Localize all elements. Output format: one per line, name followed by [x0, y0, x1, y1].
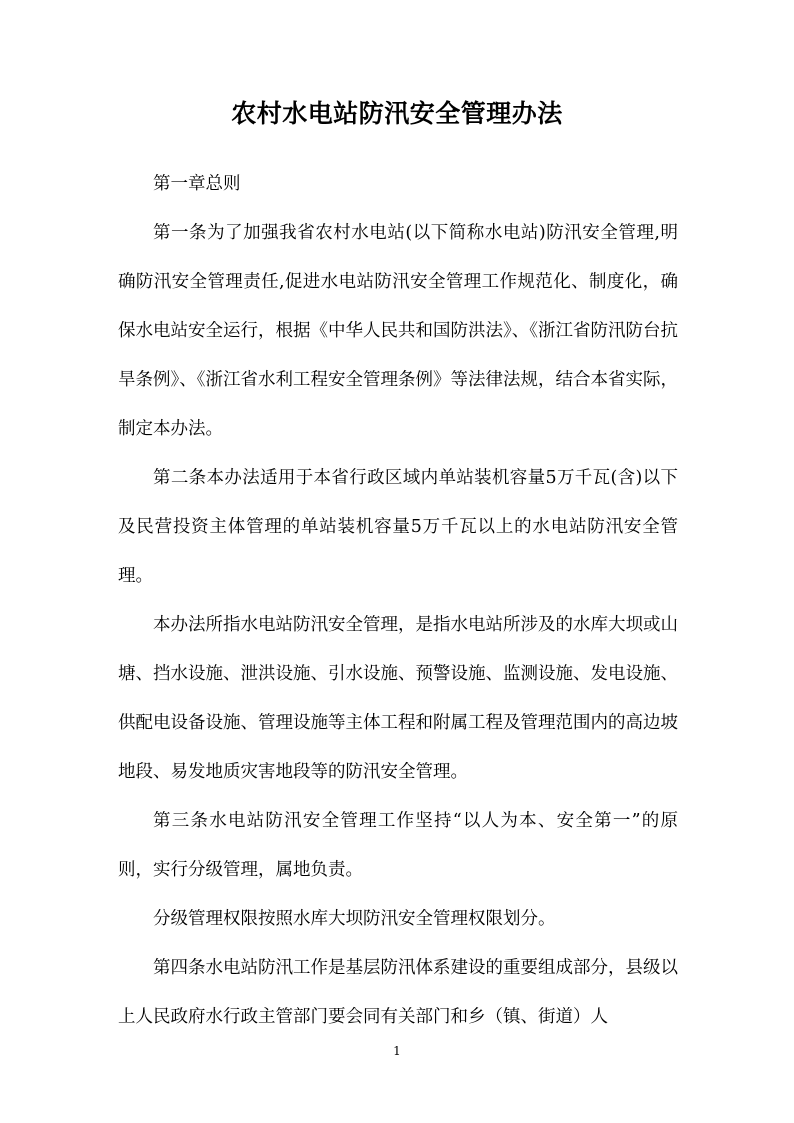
paragraph-article-4: 第四条水电站防汛工作是基层防汛体系建设的重要组成部分，县级以上人民政府水行政主管部门要会同有关部门和乡（镇、街道）人 — [118, 958, 678, 1027]
paragraph-article-3: 第三条水电站防汛安全管理工作坚持“以人为本、安全第一”的原则，实行分级管理，属地负责。 — [118, 811, 678, 880]
paragraph-grading-authority: 分级管理权限按照水库大坝防汛安全管理权限划分。 — [153, 909, 556, 929]
document-body — [118, 160, 678, 1042]
paragraph-article-2: 第二条本办法适用于本省行政区域内单站装机容量5万千瓦(含)以下及民营投资主体管理的单站装机容量5万千瓦以上的水电站防汛安全管理。 — [118, 468, 678, 586]
paragraph-scope-definition: 本办法所指水电站防汛安全管理，是指水电站所涉及的水库大坝或山塘、挡水设施、泄洪设施、引水设施、预警设施、监测设施、发电设施、供配电设备设施、管理设施等主体工程和附属工程及管理范围内的高边坡地段、易发地质灾害地段等的防汛安全管理。 — [118, 615, 678, 782]
paragraph-chapter-heading: 第一章总则 — [153, 174, 241, 194]
document-title: 农村水电站防汛安全管理办法 — [231, 99, 563, 128]
paragraph-article-1: 第一条为了加强我省农村水电站(以下简称水电站)防汛安全管理,明确防汛安全管理责任,促进水电站防汛安全管理工作规范化、制度化，确保水电站安全运行，根据《中华人民共和国防洪法》、《浙江省防汛防台抗旱条例》、《浙江省水利工程安全管理条例》等法律法规，结合本省实际，制定本办法。 — [118, 223, 678, 439]
page-number: 1 — [393, 1044, 401, 1058]
